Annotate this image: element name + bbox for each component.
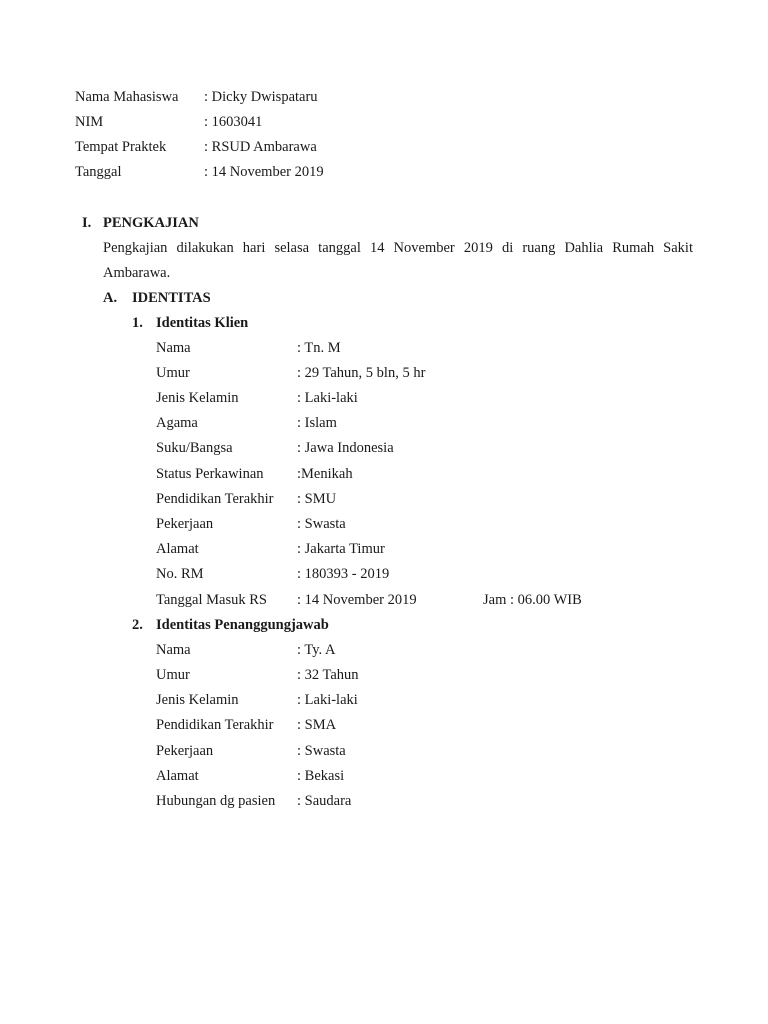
section-paragraph-line1: Pengkajian dilakukan hari selasa tanggal 14 November 2019 di ruang Dahlia Rumah Sakit: [103, 240, 693, 256]
section-number: I.: [82, 215, 92, 231]
penanggung-value: : Bekasi: [297, 768, 345, 784]
penanggung-number: 2.: [132, 617, 143, 633]
klien-value: : Laki-laki: [297, 390, 358, 406]
penanggung-value: : Ty. A: [297, 642, 336, 658]
klien-value: : 29 Tahun, 5 bln, 5 hr: [297, 365, 426, 381]
penanggung-label: Pendidikan Terakhir: [156, 717, 274, 733]
klien-value: : Jakarta Timur: [297, 541, 385, 557]
klien-value: :Menikah: [297, 466, 353, 482]
penanggung-value: : 32 Tahun: [297, 667, 359, 683]
klien-value: : 180393 - 2019: [297, 566, 390, 582]
klien-label: Alamat: [156, 541, 199, 557]
klien-value: : SMU: [297, 491, 337, 507]
section-title: PENGKAJIAN: [103, 215, 199, 231]
header-value-tempat: : RSUD Ambarawa: [204, 139, 317, 155]
header-value-nim: : 1603041: [204, 114, 263, 130]
penanggung-value: : SMA: [297, 717, 337, 733]
header-label-tanggal: Tanggal: [75, 164, 122, 180]
klien-label: Agama: [156, 415, 198, 431]
klien-label: Status Perkawinan: [156, 466, 264, 482]
header-label-nim: NIM: [75, 114, 104, 130]
klien-value: : Tn. M: [297, 340, 341, 356]
penanggung-value: : Swasta: [297, 743, 346, 759]
penanggung-value: : Laki-laki: [297, 692, 358, 708]
klien-title: Identitas Klien: [156, 315, 249, 331]
penanggung-label: Pekerjaan: [156, 743, 214, 759]
klien-label: Pendidikan Terakhir: [156, 491, 274, 507]
header-value-nama: : Dicky Dwispataru: [204, 89, 318, 105]
header-label-tempat: Tempat Praktek: [75, 139, 167, 155]
klien-number: 1.: [132, 315, 143, 331]
klien-value: : Islam: [297, 415, 337, 431]
klien-label: Nama: [156, 340, 191, 356]
penanggung-label: Alamat: [156, 768, 199, 784]
klien-label: Jenis Kelamin: [156, 390, 239, 406]
klien-value: : Jawa Indonesia: [297, 440, 394, 456]
subsection-title: IDENTITAS: [132, 290, 211, 306]
klien-jam: Jam : 06.00 WIB: [483, 592, 582, 608]
subsection-letter: A.: [103, 290, 118, 306]
penanggung-title: Identitas Penanggungjawab: [156, 617, 329, 633]
klien-label: Suku/Bangsa: [156, 440, 233, 456]
penanggung-label: Umur: [156, 667, 190, 683]
header-value-tanggal: : 14 November 2019: [204, 164, 324, 180]
header-label-nama: Nama Mahasiswa: [75, 89, 179, 105]
penanggung-label: Nama: [156, 642, 191, 658]
klien-label: Umur: [156, 365, 190, 381]
penanggung-label: Hubungan dg pasien: [156, 793, 276, 809]
klien-value: : Swasta: [297, 516, 346, 532]
klien-label: No. RM: [156, 566, 204, 582]
klien-label: Pekerjaan: [156, 516, 214, 532]
penanggung-label: Jenis Kelamin: [156, 692, 239, 708]
penanggung-value: : Saudara: [297, 793, 352, 809]
klien-label: Tanggal Masuk RS: [156, 592, 267, 608]
klien-value: : 14 November 2019: [297, 592, 417, 608]
section-paragraph-line2: Ambarawa.: [103, 265, 171, 281]
